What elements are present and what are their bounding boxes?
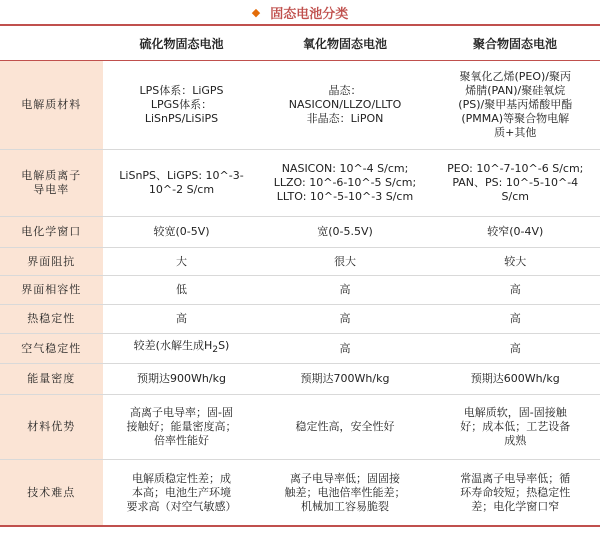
- header-oxide: 氧化物固态电池: [260, 27, 430, 61]
- cell-polymer: 高: [430, 305, 600, 334]
- cell-polymer: PEO: 10^-7-10^-6 S/cm; PAN、PS: 10^-5-10^-4 S/cm: [430, 150, 600, 217]
- header-corner: [0, 27, 103, 61]
- cell-sulfide: 低: [103, 276, 260, 305]
- cell-polymer: 较大: [430, 248, 600, 276]
- cell-polymer: 预期达600Wh/kg: [430, 364, 600, 395]
- cell-oxide: 高: [260, 305, 430, 334]
- cell-sulfide: 较宽(0-5V): [103, 217, 260, 248]
- cell-sulfide: 高离子电导率；固-固 接触好；能量密度高； 倍率性能好: [103, 395, 260, 460]
- cell-sulfide: LPS体系：LiGPS LPGS体系： LiSnPS/LiSiPS: [103, 61, 260, 150]
- table-row: [0, 276, 600, 305]
- figure-title: 固态电池分类: [270, 6, 349, 22]
- header-row: [0, 27, 600, 61]
- table-row: [0, 150, 600, 217]
- row-label: 空气稳定性: [0, 334, 103, 364]
- cell-sulfide: LiSnPS、LiGPS: 10^-3- 10^-2 S/cm: [103, 150, 260, 217]
- cell-oxide: 晶态： NASICON/LLZO/LLTO 非晶态：LiPON: [260, 61, 430, 150]
- cell-oxide: 很大: [260, 248, 430, 276]
- diamond-bullet-icon: ◆: [251, 5, 261, 19]
- cell-sulfide: 高: [103, 305, 260, 334]
- comparison-table: [0, 27, 600, 527]
- cell-oxide: 预期达700Wh/kg: [260, 364, 430, 395]
- cell-polymer: 较窄(0-4V): [430, 217, 600, 248]
- table-row: [0, 217, 600, 248]
- cell-oxide: 宽(0-5.5V): [260, 217, 430, 248]
- table-row: [0, 395, 600, 460]
- table-row: [0, 248, 600, 276]
- row-label: 能量密度: [0, 364, 103, 395]
- row-label: 电解质材料: [0, 61, 103, 150]
- table-row: [0, 364, 600, 395]
- row-label: 技术难点: [0, 460, 103, 527]
- cell-oxide: 高: [260, 334, 430, 364]
- table-row: [0, 305, 600, 334]
- cell-polymer: 常温离子电导率低；循 环寿命较短；热稳定性 差；电化学窗口窄: [430, 460, 600, 527]
- table-row: [0, 334, 600, 364]
- cell-sulfide: 预期达900Wh/kg: [103, 364, 260, 395]
- cell-sulfide: 较差(水解生成$H_2S$): [103, 334, 260, 364]
- cell-polymer: 电解质软，固-固接触 好；成本低；工艺设备 成熟: [430, 395, 600, 460]
- row-label: 热稳定性: [0, 305, 103, 334]
- row-label: 电解质离子 导电率: [0, 150, 103, 217]
- cell-oxide: NASICON: 10^-4 S/cm; LLZO: 10^-6-10^-5 S/cm; LLTO: 10^-5-10^-3 S/cm: [260, 150, 430, 217]
- row-label: 界面阻抗: [0, 248, 103, 276]
- header-sulfide: 硫化物固态电池: [103, 27, 260, 61]
- cell-oxide: 高: [260, 276, 430, 305]
- cell-oxide: 离子电导率低；固固接 触差；电池倍率性能差； 机械加工容易脆裂: [260, 460, 430, 527]
- header-polymer: 聚合物固态电池: [430, 27, 600, 61]
- table-row: [0, 460, 600, 527]
- row-label: 界面相容性: [0, 276, 103, 305]
- title-divider: [0, 24, 600, 26]
- cell-sulfide: 大: [103, 248, 260, 276]
- table-row: [0, 61, 600, 150]
- row-label: 电化学窗口: [0, 217, 103, 248]
- cell-polymer: 高: [430, 334, 600, 364]
- cell-polymer: 高: [430, 276, 600, 305]
- row-label: 材料优势: [0, 395, 103, 460]
- cell-polymer: 聚氧化乙烯(PEO)/聚丙 烯腈(PAN)/聚硅氧烷 (PS)/聚甲基丙烯酸甲酯 (PMMA)等聚合物电解 质+其他: [430, 61, 600, 150]
- cell-oxide: 稳定性高，安全性好: [260, 395, 430, 460]
- cell-sulfide: 电解质稳定性差；成 本高；电池生产环境 要求高（对空气敏感）: [103, 460, 260, 527]
- figure-title-bar: [0, 0, 600, 24]
